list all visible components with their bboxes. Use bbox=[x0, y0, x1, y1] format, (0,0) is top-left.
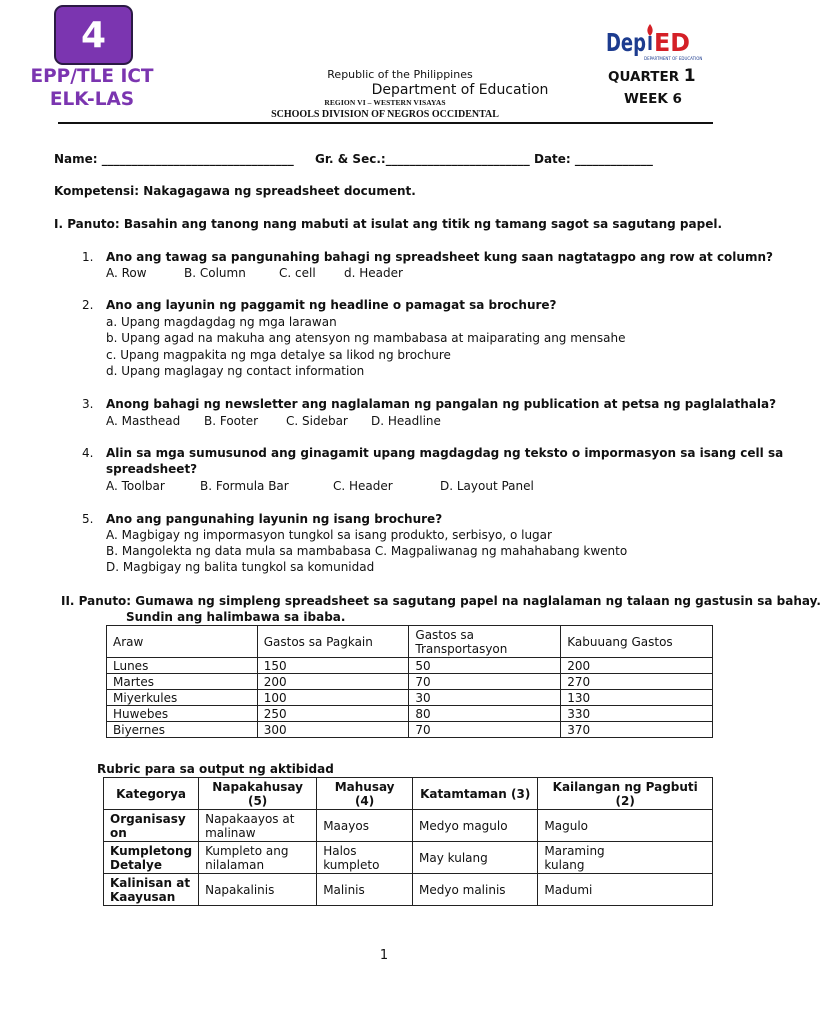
option: b. Upang agad na makuha ang atensyon ng mambabasa at maiparating ang mensahe bbox=[106, 331, 626, 345]
header-cell: Gastos sa Transportasyon bbox=[409, 626, 561, 658]
option: D. Magbigay ng balita tungkol sa komunidad bbox=[106, 560, 375, 574]
question-number: 4. bbox=[82, 446, 94, 460]
table-cell: May kulang bbox=[413, 842, 538, 874]
header-cell: Napakahusay (5) bbox=[199, 778, 317, 810]
week-label: WEEK 6 bbox=[624, 91, 682, 107]
header-cell: Kabuuang Gastos bbox=[561, 626, 713, 658]
question-4-text-cont: spreadsheet? bbox=[106, 462, 198, 476]
table-cell: Kumpleto ang nilalaman bbox=[199, 842, 317, 874]
table-cell: Miyerkules bbox=[107, 690, 258, 706]
quarter-number: 1 bbox=[683, 66, 696, 86]
table-cell: 70 bbox=[409, 722, 561, 738]
table-cell: 250 bbox=[257, 706, 409, 722]
header-cell: Mahusay (4) bbox=[317, 778, 413, 810]
subject-code: ELK-LAS bbox=[49, 89, 135, 110]
table-cell: Kalinisan at Kaayusan bbox=[104, 874, 199, 906]
table-cell: 100 bbox=[257, 690, 409, 706]
option: A. Magbigay ng impormasyon tungkol sa isang produkto, serbisyo, o lugar bbox=[106, 528, 552, 542]
option: D. Layout Panel bbox=[440, 479, 534, 493]
option: B. Formula Bar bbox=[200, 479, 289, 493]
question-4-text: Alin sa mga sumusunod ang ginagamit upang magdagdag ng teksto o impormasyon sa isang cell sa bbox=[106, 446, 784, 460]
question-number: 1. bbox=[82, 250, 94, 264]
table-cell: 370 bbox=[561, 722, 713, 738]
option: d. Header bbox=[344, 266, 403, 280]
table-cell: Madumi bbox=[538, 874, 713, 906]
header-cell: Araw bbox=[107, 626, 258, 658]
date-field: Date: _____________ bbox=[534, 152, 653, 166]
table-cell: Napakalinis bbox=[199, 874, 317, 906]
table-cell: Malinis bbox=[317, 874, 413, 906]
department-label: Department of Education bbox=[371, 82, 549, 98]
grade-badge: 4 bbox=[54, 5, 133, 65]
option: c. Upang magpakita ng mga detalye sa likod ng brochure bbox=[106, 348, 451, 362]
table-cell: 300 bbox=[257, 722, 409, 738]
torch-icon bbox=[647, 24, 652, 50]
table-cell: Medyo magulo bbox=[413, 810, 538, 842]
table-cell: 70 bbox=[409, 674, 561, 690]
quarter-label bbox=[608, 66, 696, 86]
table-cell: Kumpletong Detalye bbox=[104, 842, 199, 874]
part1-instruction: I. Panuto: Basahin ang tanong nang mabuti at isulat ang titik ng tamang sagot sa sagutang papel. bbox=[54, 217, 722, 231]
table-cell: 200 bbox=[257, 674, 409, 690]
table-cell: 80 bbox=[409, 706, 561, 722]
table-row bbox=[104, 810, 713, 842]
table-cell: Maraming kulang bbox=[538, 842, 713, 874]
table-cell: 50 bbox=[409, 658, 561, 674]
table-cell: 270 bbox=[561, 674, 713, 690]
table-cell: Martes bbox=[107, 674, 258, 690]
question-number: 5. bbox=[82, 512, 94, 526]
republic-label: Republic of the Philippines bbox=[327, 68, 473, 81]
part2-instruction: II. Panuto: Gumawa ng simpleng spreadsheet sa sagutang papel na naglalaman ng talaan ng gastusin sa bahay. bbox=[61, 594, 821, 608]
table-cell: Biyernes bbox=[107, 722, 258, 738]
option: a. Upang magdagdag ng mga larawan bbox=[106, 315, 337, 329]
table-cell: Maayos bbox=[317, 810, 413, 842]
question-number: 2. bbox=[82, 298, 94, 312]
table-cell: Huwebes bbox=[107, 706, 258, 722]
table-row bbox=[107, 706, 713, 722]
option: B. Mangolekta ng data mula sa mambabasa C. Magpaliwanag ng mahahabang kwento bbox=[106, 544, 628, 558]
option: D. Headline bbox=[371, 414, 441, 428]
table-row bbox=[107, 658, 713, 674]
rubric-title: Rubric para sa output ng aktibidad bbox=[97, 762, 334, 776]
question-5-text: Ano ang pangunahing layunin ng isang brochure? bbox=[106, 512, 443, 526]
table-cell: Medyo malinis bbox=[413, 874, 538, 906]
table-cell: Lunes bbox=[107, 658, 258, 674]
option: C. Header bbox=[333, 479, 393, 493]
question-number: 3. bbox=[82, 397, 94, 411]
table-cell: 130 bbox=[561, 690, 713, 706]
table-cell: 30 bbox=[409, 690, 561, 706]
header-cell: Katamtaman (3) bbox=[413, 778, 538, 810]
table-cell: 150 bbox=[257, 658, 409, 674]
option: A. Masthead bbox=[106, 414, 181, 428]
expense-table bbox=[106, 625, 713, 738]
table-row bbox=[104, 874, 713, 906]
option: A. Toolbar bbox=[106, 479, 165, 493]
page-number: 1 bbox=[379, 948, 389, 963]
logo-text-dep: Dep bbox=[606, 28, 646, 57]
option: A. Row bbox=[106, 266, 147, 280]
division-label: SCHOOLS DIVISION OF NEGROS OCCIDENTAL bbox=[271, 109, 499, 120]
header-cell: Kailangan ng Pagbuti (2) bbox=[538, 778, 713, 810]
table-cell: 200 bbox=[561, 658, 713, 674]
deped-logo bbox=[604, 20, 703, 64]
subject-title: EPP/TLE ICT bbox=[30, 66, 154, 87]
table-cell: Halos kumpleto bbox=[317, 842, 413, 874]
question-1-text: Ano ang tawag sa pangunahing bahagi ng spreadsheet kung saan nagtatagpo ang row at column? bbox=[106, 250, 773, 264]
header-cell: Kategorya bbox=[104, 778, 199, 810]
grade-section-field: Gr. & Sec.:________________________ bbox=[315, 152, 530, 166]
option: B. Footer bbox=[204, 414, 259, 428]
table-cell: Magulo bbox=[538, 810, 713, 842]
table-cell: Organisasyon bbox=[104, 810, 199, 842]
header-cell: Gastos sa Pagkain bbox=[257, 626, 409, 658]
table-cell: 330 bbox=[561, 706, 713, 722]
table-cell: Napakaayos at malinaw bbox=[199, 810, 317, 842]
logo-subtext: DEPARTMENT OF EDUCATION bbox=[644, 56, 703, 61]
region-label: REGION VI – WESTERN VISAYAS bbox=[324, 98, 446, 107]
competency-text: Kompetensi: Nakagagawa ng spreadsheet document. bbox=[54, 184, 416, 198]
table-row bbox=[107, 690, 713, 706]
logo-text-ed: ED bbox=[654, 28, 690, 57]
option: C. cell bbox=[279, 266, 316, 280]
table-header-row bbox=[107, 626, 713, 658]
table-header-row bbox=[104, 778, 713, 810]
rubric-table bbox=[103, 777, 713, 906]
part2-instruction-cont: Sundin ang halimbawa sa ibaba. bbox=[126, 610, 346, 624]
option: B. Column bbox=[184, 266, 246, 280]
table-row bbox=[104, 842, 713, 874]
name-field: Name: ________________________________ bbox=[54, 152, 294, 166]
option: d. Upang maglagay ng contact information bbox=[106, 364, 365, 378]
question-3-text: Anong bahagi ng newsletter ang naglalaman ng pangalan ng publication at petsa ng paglalathala? bbox=[106, 397, 777, 411]
header-divider bbox=[58, 122, 713, 124]
table-row bbox=[107, 674, 713, 690]
quarter-text: QUARTER bbox=[608, 69, 680, 85]
option: C. Sidebar bbox=[286, 414, 348, 428]
question-2-text: Ano ang layunin ng paggamit ng headline o pamagat sa brochure? bbox=[106, 298, 557, 312]
table-row bbox=[107, 722, 713, 738]
